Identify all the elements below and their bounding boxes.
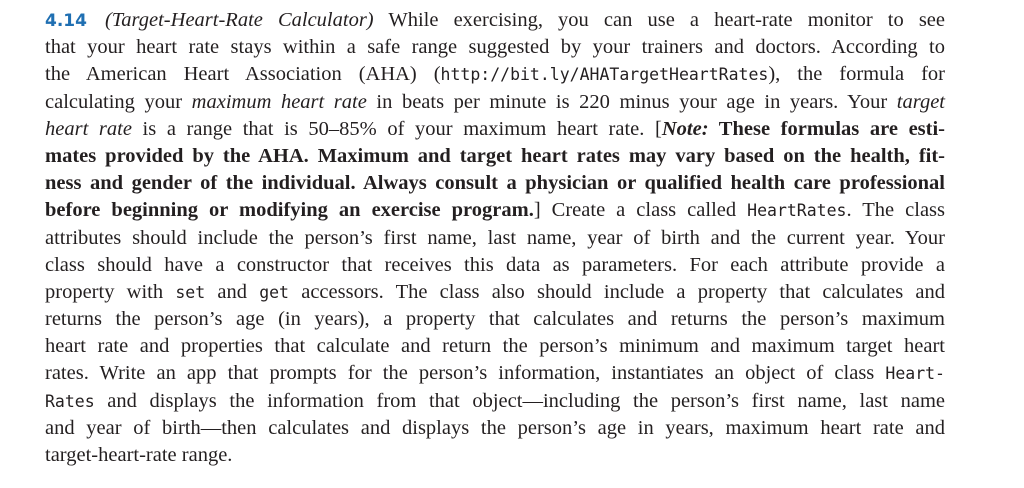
text-run: accessors. The class also should include a property that calculates and (289, 280, 945, 303)
keyword-set: set (175, 282, 206, 302)
text-run: . The class (846, 199, 945, 222)
note-label: Note: (661, 117, 709, 140)
text-run: in beats per minute is 220 minus your age in years. Your (366, 90, 897, 113)
text-line-6 (45, 143, 945, 170)
note-text: ness and gender of the individual. Always consult a physician or qualified health care professional (45, 172, 945, 195)
text-line-16 (45, 415, 945, 442)
text-line-8 (45, 197, 945, 224)
aha-url: http://bit.ly/AHATargetHeartRates (440, 65, 769, 85)
text-line-14 (45, 360, 945, 387)
text-run: and displays the information from that object—including the person’s first name, last name (94, 389, 945, 412)
term-maximum-heart-rate: maximum heart rate (191, 90, 367, 113)
text-run: that your heart rate stays within a safe range suggested by your trainers and doctors. According to (45, 36, 945, 59)
text-run: attributes should include the person’s first name, last name, year of birth and the current year. Your (45, 226, 945, 249)
note-text: These formulas are esti- (708, 117, 945, 140)
note-text: mates provided by the AHA. Maximum and target heart rates may vary based on the health, fit- (45, 144, 945, 167)
text-line-13 (45, 333, 945, 360)
term-target: target (896, 90, 945, 113)
text-run: the American Heart Association (AHA) ( (45, 63, 441, 86)
text-line-3 (45, 61, 945, 88)
text-line-11 (45, 279, 945, 306)
text-line-17 (45, 442, 945, 469)
text-line-5 (45, 116, 945, 143)
text-line-7 (45, 170, 945, 197)
text-run: and year of birth—then calculates and displays the person’s age in years, maximum heart rate and (45, 416, 945, 439)
text-run: rates. Write an app that prompts for the person’s information, instantiates an object of class (45, 362, 886, 385)
text-line-4 (45, 89, 945, 116)
text-run: returns the person’s age (in years), a property that calculates and returns the person’s maximum (45, 308, 945, 331)
text-run: class should have a constructor that receives this data as parameters. For each attribute provide a (45, 253, 945, 276)
text-run: ), the formula for (768, 63, 945, 86)
text-run: heart rate and properties that calculate and return the person’s minimum and maximum target heart (45, 335, 945, 358)
text-run: is a range that is 50–85% of your maximum heart rate. [ (131, 117, 662, 140)
text-run: property with (45, 280, 176, 303)
class-name-heartrates-part1: Heart- (885, 364, 945, 384)
text-run: calculating your (45, 90, 192, 113)
text-line-1 (45, 7, 945, 34)
keyword-get: get (259, 282, 289, 302)
text-run: and (205, 280, 260, 303)
text-line-15 (45, 388, 945, 415)
exercise-4-14 (45, 7, 945, 469)
note-text: before beginning or modifying an exercise program. (45, 199, 534, 222)
text-run: target-heart-rate range. (45, 444, 233, 466)
text-line-10 (45, 252, 945, 279)
text-line-2 (45, 34, 945, 61)
term-heart-rate: heart rate (45, 117, 132, 140)
top-edge (0, 0, 1024, 2)
class-name-heartrates-part2: Rates (45, 391, 95, 411)
exercise-title: (Target-Heart-Rate Calculator) (104, 9, 374, 31)
text-run: While exercising, you can use a heart-rate monitor to see (373, 9, 945, 31)
exercise-number: 4.14 (45, 11, 87, 31)
text-run: ] Create a class called (533, 199, 748, 222)
class-name-heartrates: HeartRates (747, 201, 847, 221)
text-line-12 (45, 306, 945, 333)
text-line-9 (45, 225, 945, 252)
